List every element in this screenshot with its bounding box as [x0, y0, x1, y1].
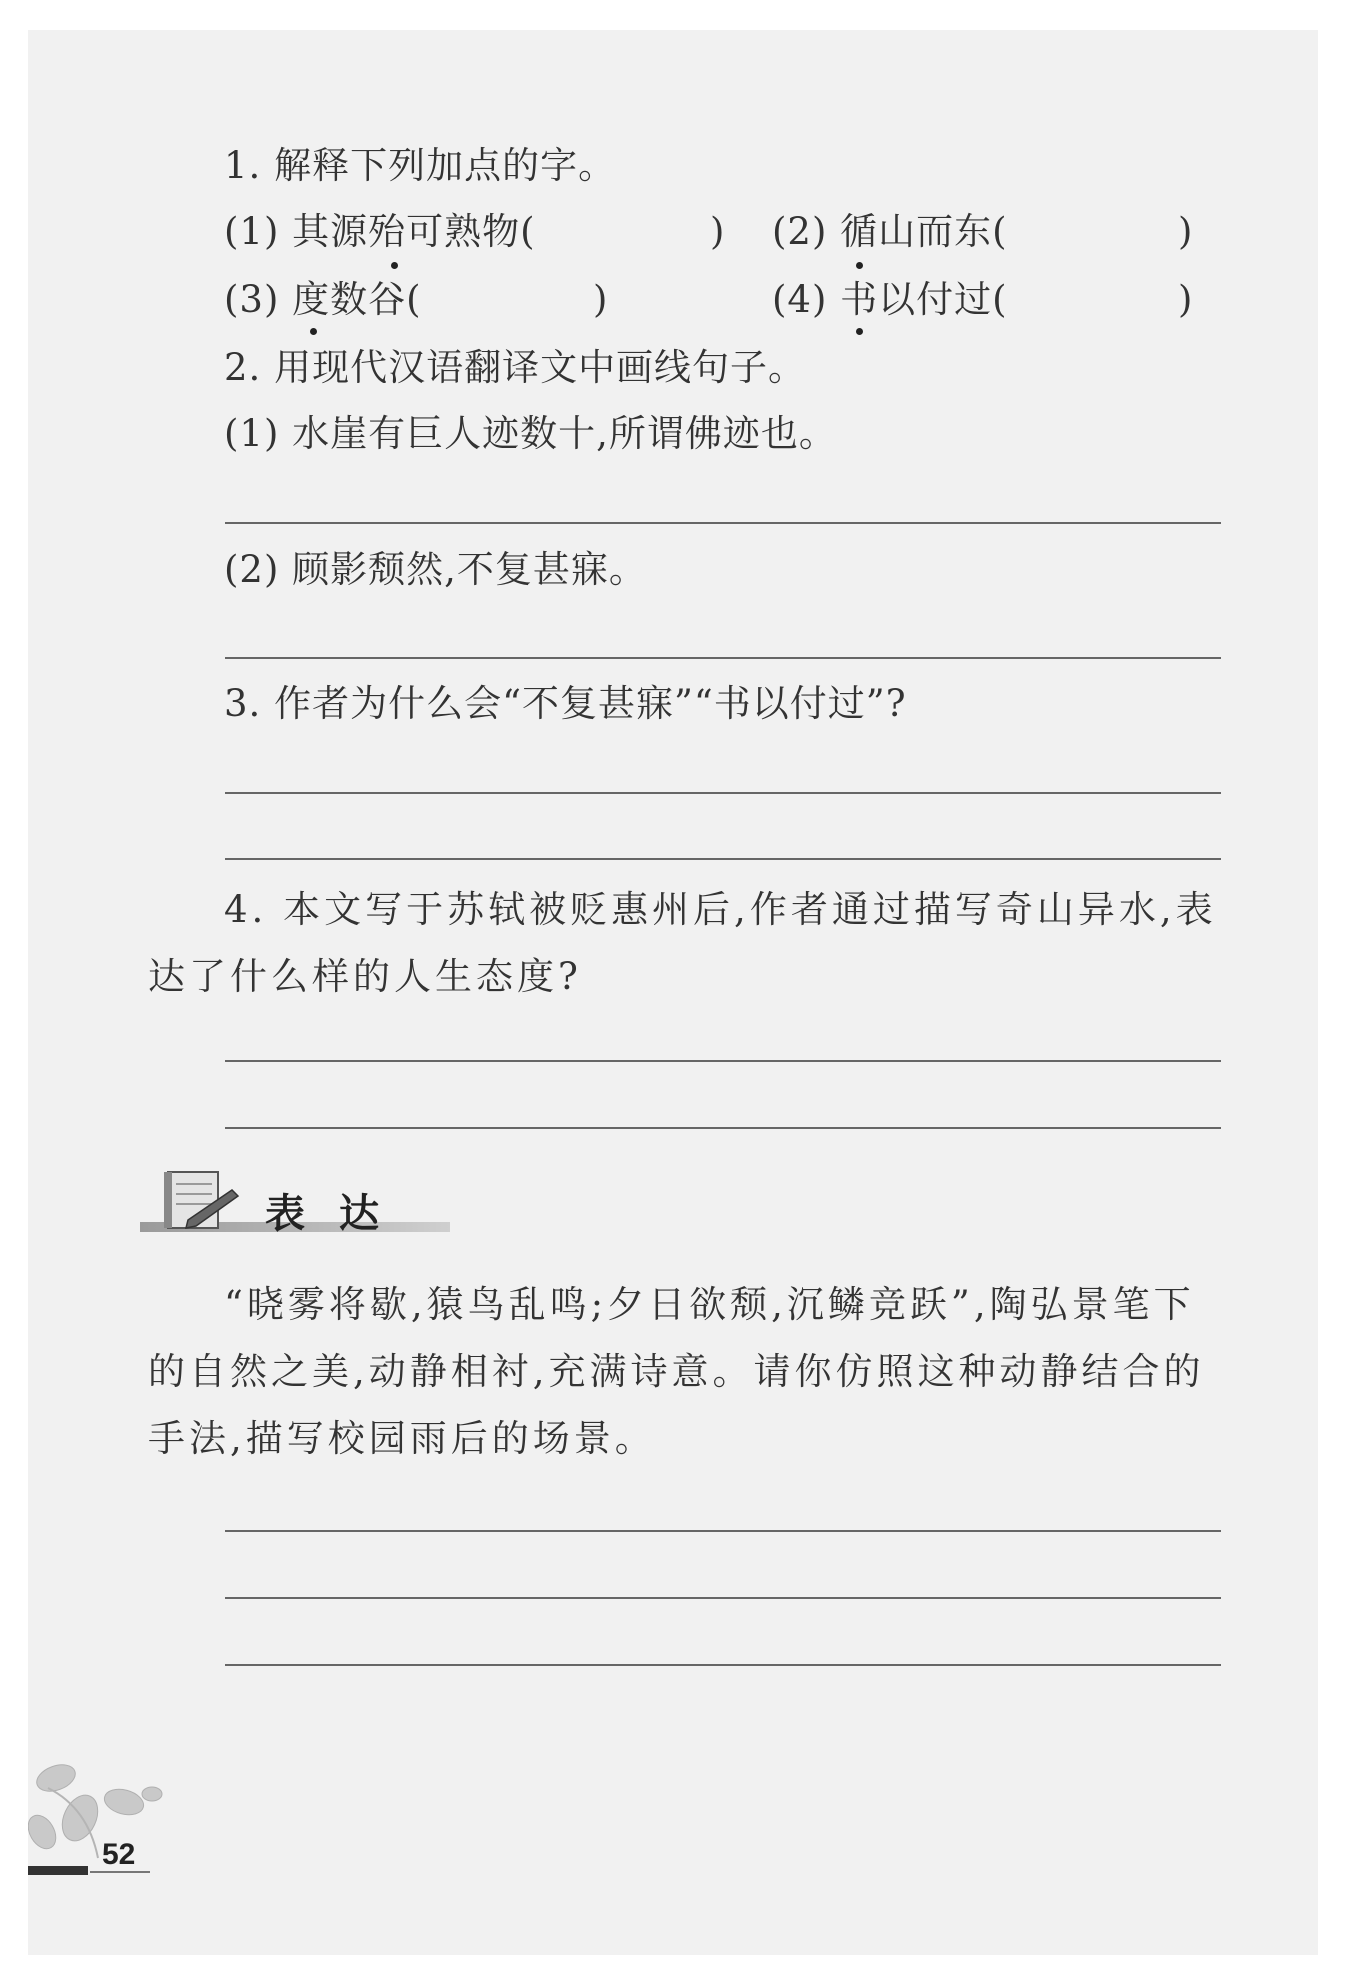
- q2-item-2: (2) 顾影颓然,不复甚寐。: [224, 548, 647, 591]
- question-2-title: 2. 用现代汉语翻译文中画线句子。: [224, 346, 807, 389]
- answer-line[interactable]: [225, 1060, 1221, 1062]
- q1-item-2-close: ): [1178, 210, 1194, 253]
- emphasis-dot: [310, 328, 317, 335]
- emphasis-dot: [856, 262, 863, 269]
- q1-item-1-close: ): [710, 210, 726, 253]
- emphasis-dot: [856, 328, 863, 335]
- q1-item-2: (2) 循山而东(: [772, 210, 1008, 253]
- page-number: 52: [102, 1838, 136, 1871]
- section-heading: 表达: [265, 1191, 413, 1237]
- leaf-decoration-icon: [28, 1758, 168, 1868]
- q1-item-4: (4) 书以付过(: [772, 278, 1008, 321]
- q1-item-3: (3) 度数谷(: [224, 278, 422, 321]
- question-3-title: 3. 作者为什么会“不复甚寐”“书以付过”?: [224, 682, 907, 725]
- answer-line[interactable]: [225, 657, 1221, 659]
- q1-item-1: (1) 其源殆可熟物(: [224, 210, 536, 253]
- answer-line[interactable]: [225, 522, 1221, 524]
- answer-line[interactable]: [225, 1530, 1221, 1532]
- q1-item-3-close: ): [593, 278, 609, 321]
- emphasis-dot: [391, 262, 398, 269]
- page-number-bar: [28, 1866, 88, 1875]
- notebook-pen-icon: [162, 1168, 242, 1234]
- question-1-title: 1. 解释下列加点的字。: [224, 144, 617, 187]
- answer-line[interactable]: [225, 858, 1221, 860]
- answer-line[interactable]: [225, 1127, 1221, 1129]
- q1-item-4-close: ): [1178, 278, 1194, 321]
- writing-prompt: “晓雾将歇,猿鸟乱鸣;夕日欲颓,沉鳞竞跃”,陶弘景笔下的自然之美,动静相衬,充满诗意。请你仿照这种动静结合的手法,描写校园雨后的场景。: [148, 1283, 1205, 1460]
- question-4-title: 4. 本文写于苏轼被贬惠州后,作者通过描写奇山异水,表达了什么样的人生态度?: [148, 888, 1217, 998]
- answer-line[interactable]: [225, 792, 1221, 794]
- answer-line[interactable]: [225, 1597, 1221, 1599]
- answer-line[interactable]: [225, 1664, 1221, 1666]
- q2-item-1: (1) 水崖有巨人迹数十,所谓佛迹也。: [224, 412, 837, 455]
